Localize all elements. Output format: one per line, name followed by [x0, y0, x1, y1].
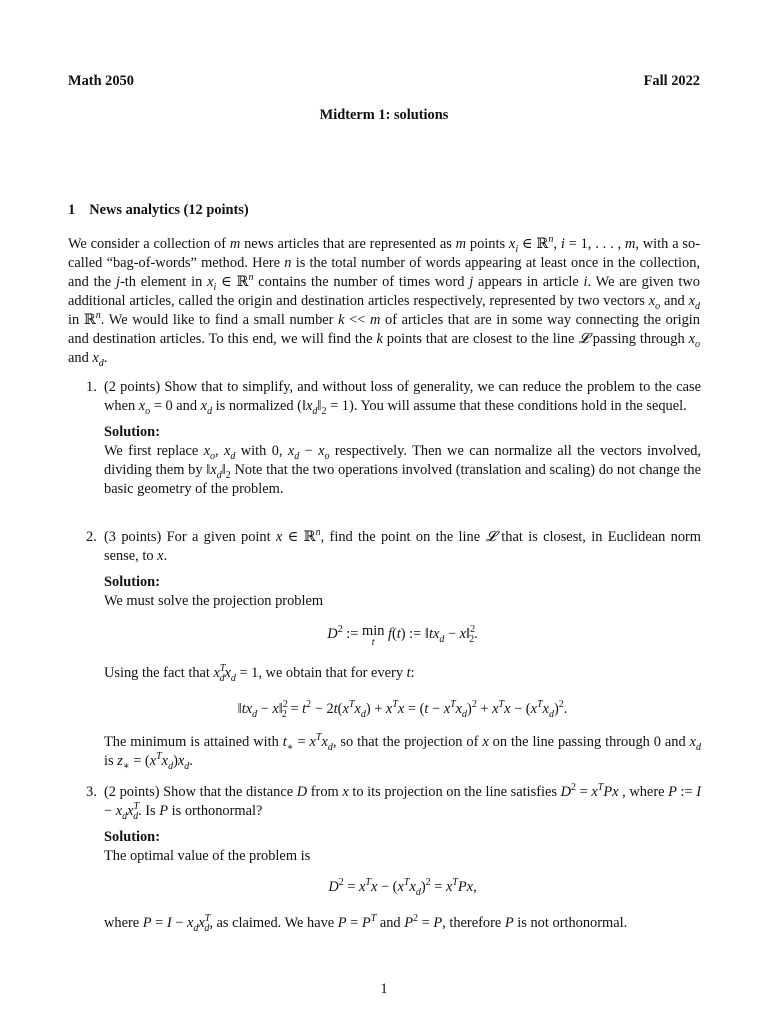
solution-text-fact: Using the fact that $x^T_dx_d = 1$, we obtain that for every t:	[104, 663, 415, 684]
question-3	[86, 783, 701, 866]
course-label: Math 2050	[68, 73, 134, 89]
solution-text: The optimal value of the problem is	[104, 848, 311, 864]
question-text: (3 points) For a given point x ∈ ℝ$^n$, find the point on the line 𝓛 that is closest, in Euclidean norm sense, to x.	[104, 527, 702, 564]
document-title: Midterm 1: solutions	[319, 107, 449, 123]
section-title: News analytics (12 points)	[89, 202, 249, 218]
section-number: 1	[68, 202, 76, 218]
question-number: 1.	[86, 379, 97, 395]
section-heading	[68, 201, 249, 220]
equation-projection-problem: $D^2$ := min t f(t) := $‖tx_d$ − x‖$^2_2$.	[327, 623, 478, 648]
question-text: (2 points) Show that the distance D from x to its projection on the line satisfies $D^2 = x^TPx$ , where P := $I - x_dx^T_d$. Is P is orthonormal?	[104, 782, 702, 822]
solution-text-conclusion: where $P = I - x_dx^T_d$, as claimed. We have $P = P^T$ and $P^2 = P$, therefore P is not orthonormal.	[104, 913, 628, 934]
intro-paragraph: We consider a collection of m news articles that are represented as m points $x_i$ ∈ ℝ$^n$, i = 1, . . . , m, with a so-called “bag-of-words” method. Here n is the total number of words appearing at least once in the collection, and the j-th element in $x_i$ ∈ ℝ$^n$ contains the number of times word j appears in article i. We are given two additional articles, called the origin and destination articles respectively, represented by two vectors $x_o$ and $x_d$ in ℝ$^n$. We would like to find a small number k << m of articles that are in some way connecting the origin and destination articles. To this end, we will find the k points that are closest to the line 𝓛 passing through $x_o$ and $x_d$.	[68, 234, 701, 369]
term-label: Fall 2022	[643, 73, 700, 89]
solution-text: We first replace $x_o$, $x_d$ with 0, $x_d - x_o$ respectively. Then we can normalize all the vectors involved, dividing them by $‖x_d‖_2$ Note that the two operations involved (translation and scaling) do not change the basic geometry of the problem.	[104, 443, 701, 497]
question-number: 3.	[86, 784, 97, 800]
equation-expansion: $‖tx_d$ − x‖$^2_2$ = $t^2 - 2t(x^Tx_d) + x^Tx = (t - x^Tx_d)^2 + x^Tx - (x^Tx_d)^2$.	[237, 699, 568, 720]
solution-text-minimum: The minimum is attained with $t_∗ = x^Tx_d$, so that the projection of x on the line passing through 0 and $x_d$ is $z_∗ = (x^Tx_d)x_d$.	[104, 732, 701, 772]
question-number: 2.	[86, 529, 97, 545]
equation-optimal-value: $D^2 = x^Tx - (x^Tx_d)^2 = x^TPx$,	[328, 877, 477, 898]
page-number: 1	[380, 981, 388, 997]
solution-label: Solution:	[104, 829, 160, 845]
question-2	[86, 528, 701, 611]
question-text: (2 points) Show that to simplify, and without loss of generality, we can reduce the problem to the case when $x_o = 0$ and $x_d$ is normalized $(‖x_d‖_2 = 1)$. You will assume that these conditions hold in the sequel.	[104, 379, 701, 417]
solution-label: Solution:	[104, 424, 160, 440]
question-1	[86, 378, 701, 499]
solution-text: We must solve the projection problem	[104, 593, 324, 609]
solution-label: Solution:	[104, 574, 160, 590]
